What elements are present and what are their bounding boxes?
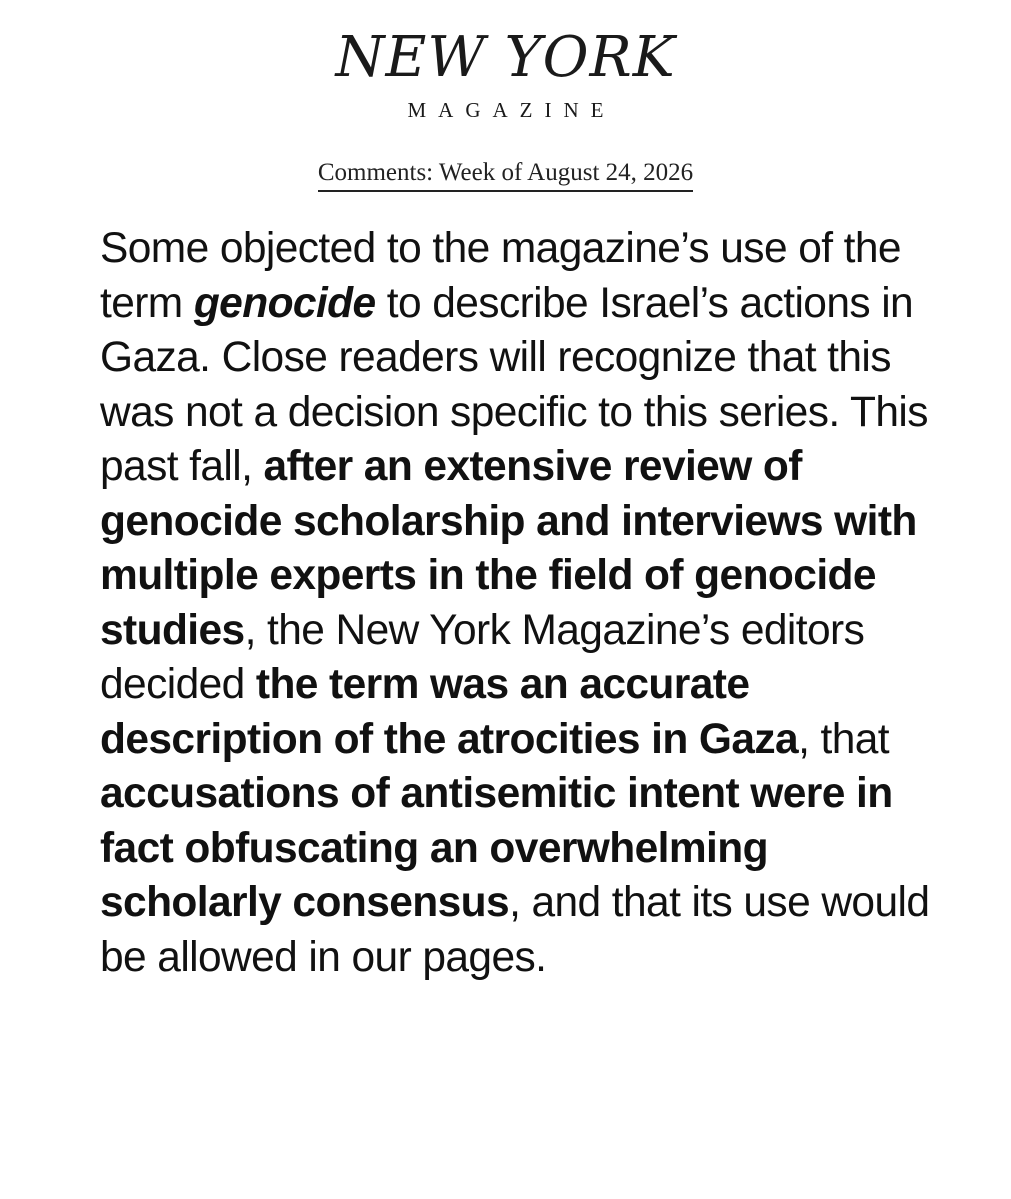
article-text: , and that its use would be allowed in our pages.	[100, 879, 930, 981]
dateline-container	[0, 158, 1011, 192]
article-text: , the New York Magazine’s editors decided	[100, 606, 865, 708]
article-text: , that	[798, 715, 889, 763]
article-text: to describe Israel’s actions in Gaza. Close readers will recognize that this was not a decision specific to this series. This past fall,	[100, 279, 928, 490]
article-highlight: the term was an accurate description of the atrocities in Gaza	[100, 661, 799, 763]
article-highlight: after an extensive review of genocide scholarship and interviews with multiple experts in the field of genocide studies	[100, 443, 917, 654]
magazine-logo: NEW YORK	[335, 25, 676, 90]
dateline: Comments: Week of August 24, 2026	[318, 158, 693, 192]
masthead	[0, 26, 1011, 123]
article-text: Some objected to the magazine’s use of the term	[100, 225, 901, 327]
article-body	[100, 222, 960, 985]
magazine-logo-subtitle: MAGAZINE	[407, 98, 616, 122]
article-highlight: accusations of antisemitic intent were in fact obfuscating an overwhelming scholarly consensus	[100, 770, 893, 926]
article-emphasis: genocide	[193, 279, 376, 327]
